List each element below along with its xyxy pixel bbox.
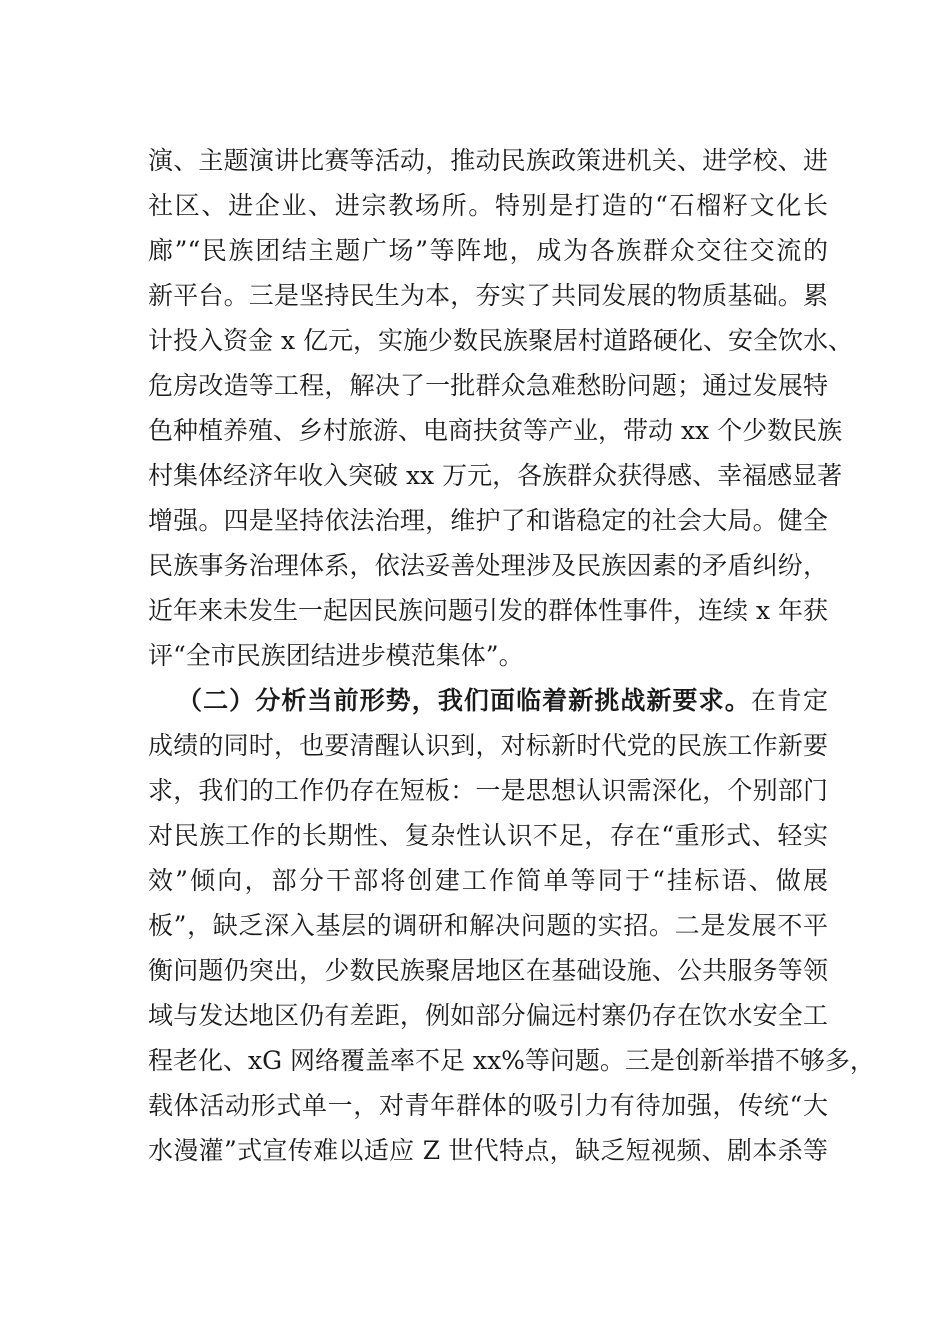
section-heading: （二）分析当前形势，我们面临着新挑战新要求。 bbox=[177, 686, 751, 715]
paragraph-line: 计投入资金 x 亿元，实施少数民族聚居村道路硬化、安全饮水、 bbox=[148, 326, 853, 355]
paragraph-line: 域与发达地区仍有差距，例如部分偏远村寨仍存在饮水安全工 bbox=[148, 1001, 828, 1030]
paragraph-line: 民族事务治理体系，依法妥善处理涉及民族因素的矛盾纠纷， bbox=[148, 551, 828, 580]
paragraph-line: 板”，缺乏深入基层的调研和解决问题的实招。二是发展不平 bbox=[148, 911, 828, 940]
paragraph-line: 水漫灌”式宣传难以适应 Z 世代特点，缺乏短视频、剧本杀等 bbox=[148, 1136, 828, 1165]
paragraph-line: 对民族工作的长期性、复杂性认识不足，存在“重形式、轻实 bbox=[148, 821, 828, 850]
paragraph-line: 成绩的同时，也要清醒认识到，对标新时代党的民族工作新要 bbox=[148, 731, 828, 760]
section-heading-continuation: 在肯定 bbox=[750, 686, 828, 715]
paragraph-line: 村集体经济年收入突破 xx 万元，各族群众获得感、幸福感显著 bbox=[148, 461, 843, 490]
paragraph-line: 廊”“民族团结主题广场”等阵地，成为各族群众交往交流的 bbox=[148, 236, 828, 265]
paragraph-line: 效”倾向，部分干部将创建工作简单等同于“挂标语、做展 bbox=[148, 866, 828, 895]
paragraph-line: 增强。四是坚持依法治理，维护了和谐稳定的社会大局。健全 bbox=[148, 506, 828, 535]
paragraph-line: 近年来未发生一起因民族问题引发的群体性事件，连续 x 年获 bbox=[148, 596, 828, 625]
paragraph-line: 程老化、xG 网络覆盖率不足 xx%等问题。三是创新举措不够多， bbox=[148, 1046, 875, 1075]
paragraph-line: 新平台。三是坚持民生为本，夯实了共同发展的物质基础。累 bbox=[148, 281, 828, 310]
paragraph-line: 衡问题仍突出，少数民族聚居地区在基础设施、公共服务等领 bbox=[148, 956, 828, 985]
paragraph-line: 色种植养殖、乡村旅游、电商扶贫等产业，带动 xx 个少数民族 bbox=[148, 416, 843, 445]
paragraph-line: 评“全市民族团结进步模范集体”。 bbox=[148, 641, 524, 670]
paragraph-line: 危房改造等工程，解决了一批群众急难愁盼问题；通过发展特 bbox=[148, 371, 828, 400]
paragraph-line: 演、主题演讲比赛等活动，推动民族政策进机关、进学校、进 bbox=[148, 146, 828, 175]
paragraph-line: 社区、进企业、进宗教场所。特别是打造的“石榴籽文化长 bbox=[148, 191, 828, 220]
paragraph-line: 求，我们的工作仍存在短板：一是思想认识需深化，个别部门 bbox=[148, 776, 828, 805]
section-heading-line bbox=[177, 678, 828, 724]
paragraph-line: 载体活动形式单一，对青年群体的吸引力有待加强，传统“大 bbox=[148, 1091, 828, 1120]
